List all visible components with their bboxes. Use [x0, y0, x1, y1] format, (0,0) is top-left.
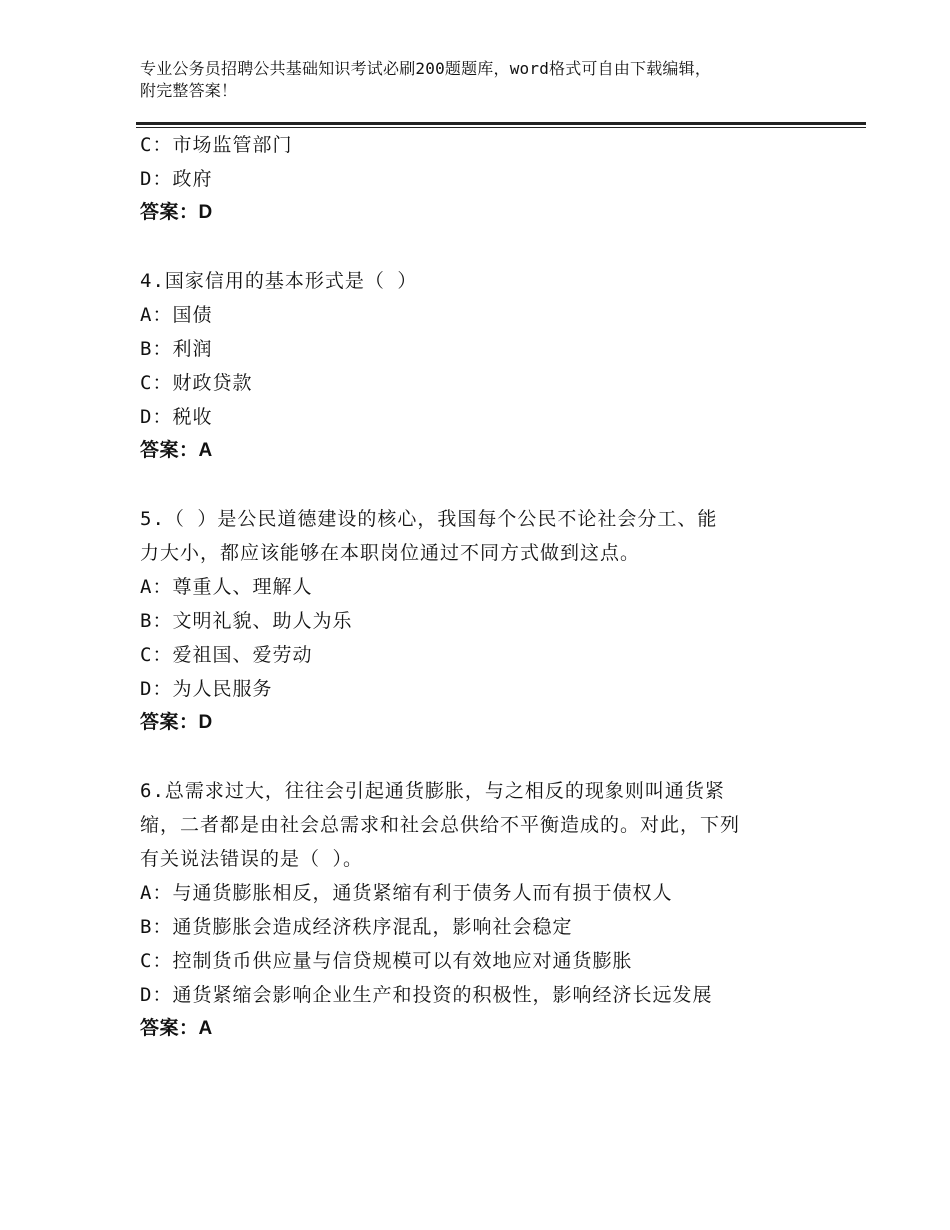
option-c: C：爱祖国、爱劳动 [140, 644, 313, 666]
question-stem-line-1: 5.（ ）是公民道德建设的核心，我国每个公民不论社会分工、能 [140, 508, 718, 530]
question-content [140, 128, 830, 1046]
option-c: C：市场监管部门 [140, 134, 293, 156]
page-header [140, 58, 860, 102]
header-line-1: 专业公务员招聘公共基础知识考试必刷200题题库，word格式可自由下载编辑， [140, 59, 712, 78]
spacer [140, 740, 830, 774]
option-b: B：文明礼貌、助人为乐 [140, 610, 353, 632]
answer-label: 答案：A [140, 440, 213, 461]
question-3-continued [140, 128, 830, 230]
question-stem-line-2: 缩，二者都是由社会总需求和社会总供给不平衡造成的。对此，下列 [140, 814, 741, 836]
option-d: D：为人民服务 [140, 678, 273, 700]
option-d: D：政府 [140, 168, 213, 190]
option-a: A：与通货膨胀相反，通货紧缩有利于债务人而有损于债权人 [140, 882, 673, 904]
option-d: D：税收 [140, 406, 213, 428]
answer-label: 答案：D [140, 712, 213, 733]
question-stem: 4.国家信用的基本形式是（ ） [140, 270, 418, 292]
option-a: A：国债 [140, 304, 213, 326]
option-c: C：财政贷款 [140, 372, 253, 394]
option-c: C：控制货币供应量与信贷规模可以有效地应对通货膨胀 [140, 950, 633, 972]
option-b: B：利润 [140, 338, 213, 360]
spacer [140, 468, 830, 502]
option-d: D：通货紧缩会影响企业生产和投资的积极性，影响经济长远发展 [140, 984, 713, 1006]
question-stem-line-2: 力大小，都应该能够在本职岗位通过不同方式做到这点。 [140, 542, 641, 564]
header-rule-thick [136, 122, 866, 125]
option-a: A：尊重人、理解人 [140, 576, 313, 598]
question-stem-line-3: 有关说法错误的是（ ）。 [140, 848, 363, 870]
answer-label: 答案：D [140, 202, 213, 223]
question-6 [140, 774, 830, 1046]
option-b: B：通货膨胀会造成经济秩序混乱，影响社会稳定 [140, 916, 573, 938]
spacer [140, 230, 830, 264]
answer-label: 答案：A [140, 1018, 213, 1039]
question-5 [140, 502, 830, 740]
question-stem-line-1: 6.总需求过大，往往会引起通货膨胀，与之相反的现象则叫通货紧 [140, 780, 725, 802]
question-4 [140, 264, 830, 468]
header-line-2: 附完整答案！ [140, 81, 238, 100]
